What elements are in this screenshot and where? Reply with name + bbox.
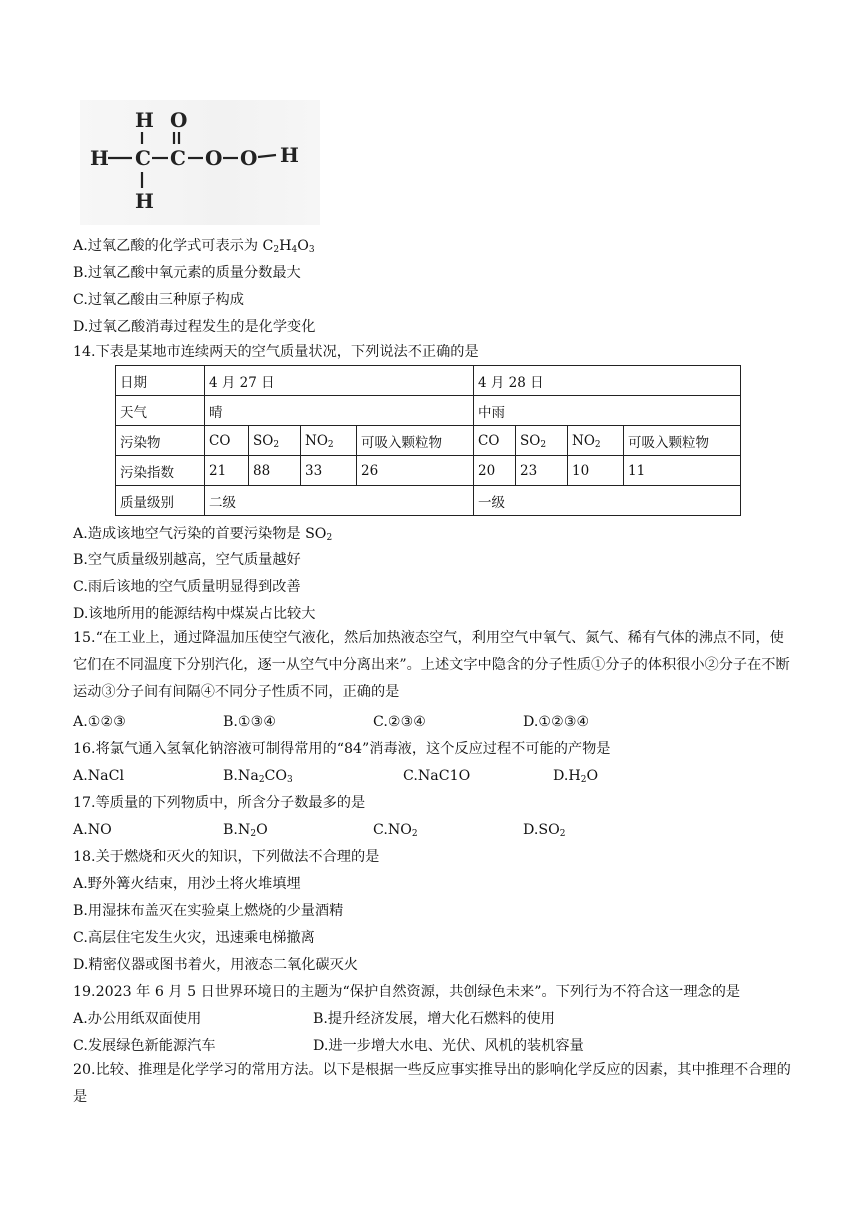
q15-option-b[interactable]: B.①③④ <box>223 714 277 730</box>
table-cell: $NO_2$ <box>301 426 357 456</box>
table-cell: 26 <box>357 456 474 486</box>
q16-option-a[interactable]: A.NaCl <box>73 768 125 784</box>
table-row <box>116 396 741 426</box>
q14-option-d[interactable]: D.该地所用的能源结构中煤炭占比较大 <box>73 606 316 622</box>
table-cell: 污染物 <box>116 426 205 456</box>
table-cell: 88 <box>249 456 301 486</box>
q16-option-b[interactable]: $B.Na_2CO_3$ <box>223 768 293 785</box>
q19-option-d[interactable]: D.进一步增大水电、光伏、风机的装机容量 <box>313 1038 584 1054</box>
q15-option-d[interactable]: D.①②③④ <box>523 714 590 730</box>
atom-h-left: H <box>90 146 109 170</box>
atom-h-top: H <box>135 108 154 132</box>
q16-option-c[interactable]: C.NaC1O <box>403 768 471 784</box>
atom-h-bottom: H <box>135 189 154 213</box>
q13-option-d[interactable]: D.过氧乙酸消毒过程发生的是化学变化 <box>73 319 316 335</box>
q14-option-b[interactable]: B.空气质量级别越高，空气质量越好 <box>73 552 301 568</box>
atom-h-right: H <box>280 143 299 167</box>
q14-option-a[interactable]: A.造成该地空气污染的首要污染物是 $SO_2$ <box>73 526 333 543</box>
table-cell: 20 <box>474 456 516 486</box>
q19-option-b[interactable]: B.提升经济发展，增大化石燃料的使用 <box>313 1011 555 1027</box>
air-quality-table <box>115 365 741 516</box>
q13-option-c[interactable]: C.过氧乙酸由三种原子构成 <box>73 292 244 308</box>
q18-option-d[interactable]: D.精密仪器或图书着火，用液态二氧化碳灭火 <box>73 957 358 973</box>
table-row <box>116 366 741 396</box>
q17-option-b[interactable]: $B.N_2O$ <box>223 822 268 839</box>
q17-stem: 17.等质量的下列物质中，所含分子数最多的是 <box>73 795 366 811</box>
q20-stem: 20.比较、推理是化学学习的常用方法。以下是根据一些反应事实推导出的影响化学反应的因素，其中推理不合理的是 <box>73 1062 791 1105</box>
table-cell: CO <box>205 426 249 456</box>
table-cell: 日期 <box>116 366 205 396</box>
table-cell: 10 <box>568 456 624 486</box>
q16-stem: 16.将氯气通入氢氧化钠溶液可制得常用的“84”消毒液，这个反应过程不可能的产物是 <box>73 741 611 757</box>
q18-option-a[interactable]: A.野外篝火结束，用沙土将火堆填埋 <box>73 876 301 892</box>
table-cell: $NO_2$ <box>568 426 624 456</box>
peracetic-acid-structure <box>80 100 320 225</box>
atom-c1: C <box>135 146 151 170</box>
table-cell: 中雨 <box>474 396 741 426</box>
table-cell: $SO_2$ <box>249 426 301 456</box>
atom-o2: O <box>240 146 258 170</box>
q13-option-a[interactable]: A.过氧乙酸的化学式可表示为 $C_2H_4O_3$ <box>73 238 315 255</box>
q19-option-a[interactable]: A.办公用纸双面使用 <box>73 1011 202 1027</box>
q17-option-a[interactable]: A.NO <box>73 822 112 838</box>
q17-option-d[interactable]: $D.SO_2$ <box>523 822 566 839</box>
q16-option-d[interactable]: $D.H_2O$ <box>553 768 599 785</box>
q15-option-a[interactable]: A.①②③ <box>73 714 126 730</box>
table-cell: 天气 <box>116 396 205 426</box>
table-row <box>116 456 741 486</box>
table-cell: 23 <box>516 456 568 486</box>
table-cell: 可吸入颗粒物 <box>624 426 741 456</box>
q19-stem: 19.2023 年 6 月 5 日世界环境日的主题为“保护自然资源，共创绿色未来”。下列行为不符合这一理念的是 <box>73 984 741 1000</box>
q15-stem: 15.“在工业上，通过降温加压使空气液化，然后加热液态空气，利用空气中氧气、氮气、稀有气体的沸点不同，使它们在不同温度下分别汽化，逐一从空气中分离出来”。上述文字中隐含的分子性质①分子的体积很小②分子在不断运动③分子间有间隔④不同分子性质不同，正确的是 <box>73 630 790 700</box>
q14-option-c[interactable]: C.雨后该地的空气质量明显得到改善 <box>73 579 301 595</box>
table-cell: 11 <box>624 456 741 486</box>
table-cell: CO <box>474 426 516 456</box>
table-cell: 二级 <box>205 486 474 516</box>
table-cell: 4 月 28 日 <box>474 366 741 396</box>
table-cell: 4 月 27 日 <box>205 366 474 396</box>
table-cell: 污染指数 <box>116 456 205 486</box>
q17-option-c[interactable]: $C.NO_2$ <box>373 822 418 839</box>
table-row <box>116 426 741 456</box>
atom-o-top: O <box>170 108 188 132</box>
structural-formula-image <box>80 100 320 225</box>
q18-stem: 18.关于燃烧和灭火的知识，下列做法不合理的是 <box>73 849 380 865</box>
atom-c2: C <box>170 146 186 170</box>
q18-option-c[interactable]: C.高层住宅发生火灾，迅速乘电梯撤离 <box>73 930 315 946</box>
q13-option-b[interactable]: B.过氧乙酸中氧元素的质量分数最大 <box>73 265 301 281</box>
table-cell: 晴 <box>205 396 474 426</box>
table-cell: 21 <box>205 456 249 486</box>
table-cell: 质量级别 <box>116 486 205 516</box>
table-row <box>116 486 741 516</box>
q19-option-c[interactable]: C.发展绿色新能源汽车 <box>73 1038 216 1054</box>
q18-option-b[interactable]: B.用湿抹布盖灭在实验桌上燃烧的少量酒精 <box>73 903 344 919</box>
table-cell: 33 <box>301 456 357 486</box>
table-cell: $SO_2$ <box>516 426 568 456</box>
q15-option-c[interactable]: C.②③④ <box>373 714 427 730</box>
table-cell: 可吸入颗粒物 <box>357 426 474 456</box>
table-cell: 一级 <box>474 486 741 516</box>
atom-o1: O <box>205 146 223 170</box>
q14-stem: 14.下表是某地市连续两天的空气质量状况，下列说法不正确的是 <box>73 344 479 360</box>
